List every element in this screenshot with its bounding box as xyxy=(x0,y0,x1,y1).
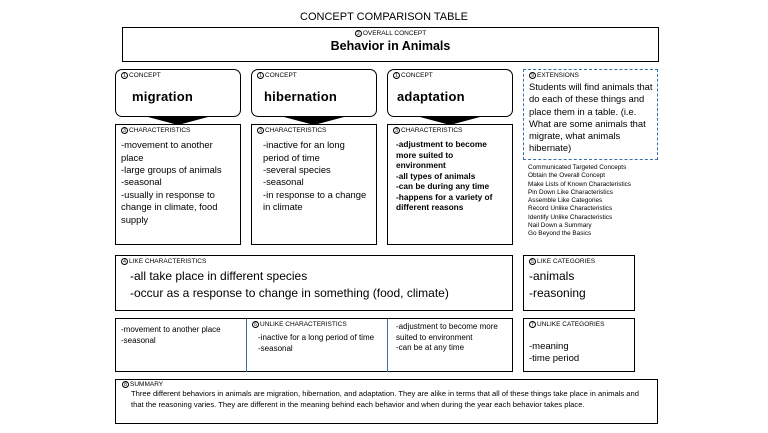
summary-tag xyxy=(122,381,651,389)
concept-name: migration xyxy=(132,89,194,105)
unlike-divider xyxy=(387,319,388,372)
overall-concept-value: Behavior in Animals xyxy=(330,39,451,54)
concept-box-migration xyxy=(115,69,241,117)
step-number: 3 xyxy=(257,127,264,134)
summary-label: SUMMARY xyxy=(130,381,164,389)
list-item: -seasonal xyxy=(258,343,293,353)
list-item: -seasonal xyxy=(121,176,162,188)
characteristics-label: CHARACTERISTICS xyxy=(401,127,463,135)
list-item: -can be at any time xyxy=(396,343,465,352)
unlike-characteristics-box xyxy=(115,318,513,372)
extensions-text: Students will find animals that do each of these things and place them in a table. (i.e. What are some animals that migrate, what animals hibernate) xyxy=(529,81,653,154)
characteristics-label: CHARACTERISTICS xyxy=(265,127,327,135)
list-item: Obtain the Overall Concept xyxy=(528,172,606,180)
step-number: 6 xyxy=(252,321,259,328)
list-item: Nail Down a Summary xyxy=(528,222,592,230)
list-item: Assemble Like Categories xyxy=(528,197,603,205)
step-number: 2 xyxy=(355,30,362,37)
step-number: 1 xyxy=(257,72,264,79)
step-number: 1 xyxy=(393,72,400,79)
like-characteristics-tag xyxy=(121,258,507,266)
like-categories-label: LIKE CATEGORIES xyxy=(537,258,596,266)
list-item: -usually in response to change in climate, food supply xyxy=(121,188,218,225)
unlike-divider xyxy=(246,319,247,372)
like-categories-list xyxy=(529,268,629,302)
skills-list xyxy=(528,164,668,239)
concept-label: CONCEPT xyxy=(401,72,433,80)
unlike-characteristics-label: UNLIKE CHARACTERISTICS xyxy=(260,321,347,329)
concept-name: hibernation xyxy=(264,89,337,105)
step-number: 5 xyxy=(529,258,536,265)
concept-box-hibernation xyxy=(251,69,377,117)
list-item: Identify Unlike Characteristics xyxy=(528,213,613,221)
unlike-categories-tag xyxy=(529,321,629,329)
step-number: 8 xyxy=(122,381,129,388)
list-item: -adjustment to become more suited to environment xyxy=(396,322,498,342)
overall-concept-box xyxy=(122,27,659,62)
like-characteristics-label: LIKE CHARACTERISTICS xyxy=(129,258,207,266)
list-item: -inactive for an long period of time xyxy=(263,139,345,163)
unlike-column-hibernation xyxy=(258,333,386,354)
list-item: -adjustment to become more suited to environment xyxy=(396,139,487,171)
characteristics-tag xyxy=(121,127,236,135)
list-item: -all types of animals xyxy=(396,170,476,181)
overall-concept-tag xyxy=(123,30,658,38)
like-characteristics-list xyxy=(130,268,507,302)
concept-tag xyxy=(257,72,376,80)
characteristics-box-migration xyxy=(115,124,241,245)
list-item: Record Unlike Characteristics xyxy=(528,205,613,213)
unlike-column-migration xyxy=(121,325,245,346)
unlike-categories-list xyxy=(529,341,629,365)
step-number: 1 xyxy=(121,72,128,79)
unlike-categories-label: UNLIKE CATEGORIES xyxy=(537,321,605,329)
list-item: -all take place in different species xyxy=(130,269,308,284)
summary-text: Three different behaviors in animals are migration, hibernation, and adaptation. They are alike in terms that all of these things take place in animals and that the reasoning varies. They are different in the meaning behind each behavior and when during the year each behavior takes place. xyxy=(131,389,639,409)
like-categories-tag xyxy=(529,258,629,266)
characteristics-list xyxy=(393,139,496,213)
step-number: 3 xyxy=(393,127,400,134)
overall-concept-label: OVERALL CONCEPT xyxy=(362,30,427,38)
characteristics-tag xyxy=(393,127,508,135)
list-item: -seasonal xyxy=(263,176,304,188)
list-item: -animals xyxy=(529,269,575,284)
list-item: -happens for a variety of different reasons xyxy=(396,191,493,213)
characteristics-tag xyxy=(257,127,372,135)
list-item: -seasonal xyxy=(121,335,156,345)
list-item: -inactive for a long period of time xyxy=(258,333,375,342)
list-item: -large groups of animals xyxy=(121,164,222,176)
list-item: Make Lists of Known Characteristics xyxy=(528,180,631,188)
like-categories-box xyxy=(523,255,635,311)
list-item: -reasoning xyxy=(529,286,586,301)
characteristics-list xyxy=(121,139,236,226)
step-number: 7 xyxy=(529,321,536,328)
concept-tag xyxy=(121,72,240,80)
unlike-categories-box xyxy=(523,318,635,372)
characteristics-label: CHARACTERISTICS xyxy=(129,127,191,135)
extensions-box xyxy=(523,69,658,160)
like-characteristics-box xyxy=(115,255,513,311)
concept-label: CONCEPT xyxy=(265,72,297,80)
step-number: 3 xyxy=(121,127,128,134)
unlike-column-adaptation xyxy=(396,322,501,354)
list-item: -movement to another place xyxy=(121,325,221,334)
list-item: -in response to a change in climate xyxy=(263,188,367,213)
list-item: -time period xyxy=(529,353,580,365)
concept-tag xyxy=(393,72,512,80)
concept-label: CONCEPT xyxy=(129,72,161,80)
extensions-label: EXTENSIONS xyxy=(537,72,579,80)
list-item: Communicated Targeted Concepts xyxy=(528,164,627,171)
summary-box xyxy=(115,379,658,424)
list-item: Pin Down Like Characteristics xyxy=(528,188,613,196)
characteristics-box-hibernation xyxy=(251,124,377,245)
list-item: -can be during any time xyxy=(396,181,490,192)
list-item: -movement to another place xyxy=(121,139,213,163)
list-item: -several species xyxy=(263,164,331,176)
page-title: CONCEPT COMPARISON TABLE xyxy=(300,11,468,23)
characteristics-list xyxy=(257,139,372,213)
step-number: 9 xyxy=(529,72,536,79)
extensions-tag xyxy=(529,72,653,80)
characteristics-box-adaptation xyxy=(387,124,513,245)
concept-name: adaptation xyxy=(397,89,465,105)
list-item: -meaning xyxy=(529,341,569,353)
unlike-characteristics-tag xyxy=(252,321,347,329)
step-number: 4 xyxy=(121,258,128,265)
list-item: Go Beyond the Basics xyxy=(528,230,592,238)
concept-box-adaptation xyxy=(387,69,513,117)
list-item: -occur as a response to change in something (food, climate) xyxy=(130,286,449,301)
